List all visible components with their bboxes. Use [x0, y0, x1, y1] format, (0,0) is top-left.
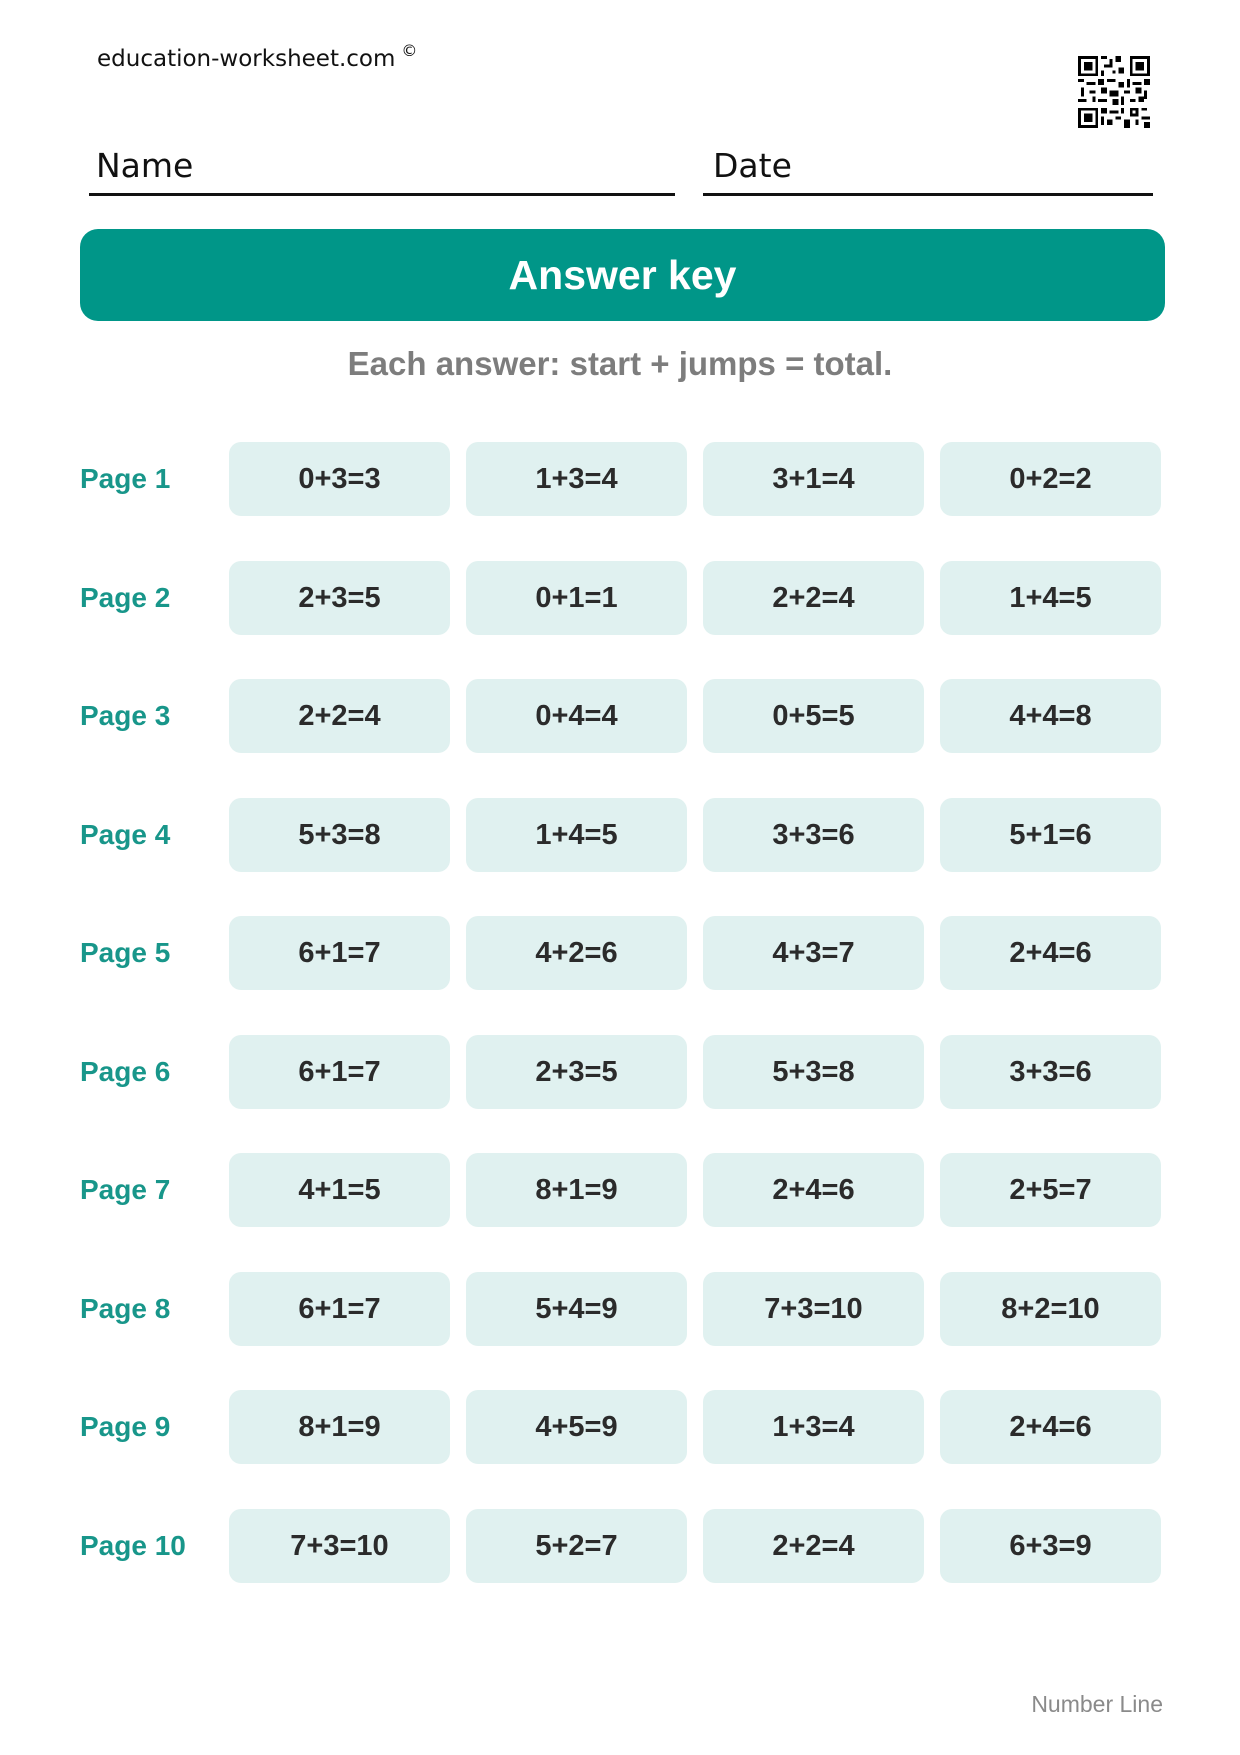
- answer-cell: 2+5=7: [940, 1153, 1161, 1227]
- answer-row: [0, 679, 1240, 753]
- answer-cell: 2+2=4: [703, 1509, 924, 1583]
- answer-row: [0, 916, 1240, 990]
- answer-row: [0, 1035, 1240, 1109]
- answer-cell: 6+1=7: [229, 916, 450, 990]
- answer-cell: 4+4=8: [940, 679, 1161, 753]
- answer-row: [0, 442, 1240, 516]
- page-label: Page 1: [80, 463, 171, 494]
- page-label: Page 10: [80, 1530, 186, 1561]
- answer-cell: 4+5=9: [466, 1390, 687, 1464]
- answer-cell: 5+4=9: [466, 1272, 687, 1346]
- answer-cell: 8+1=9: [229, 1390, 450, 1464]
- answer-cell: 7+3=10: [703, 1272, 924, 1346]
- answer-cell: 6+1=7: [229, 1272, 450, 1346]
- name-label: Name: [96, 146, 194, 185]
- instructions-subtitle: Each answer: start + jumps = total.: [347, 345, 893, 382]
- footer-label: Number Line: [1031, 1691, 1163, 1717]
- answer-cell: 5+3=8: [703, 1035, 924, 1109]
- answer-cell: 1+4=5: [940, 561, 1161, 635]
- date-field[interactable]: [703, 193, 1153, 196]
- answer-row: [0, 1509, 1240, 1583]
- answer-cell: 7+3=10: [229, 1509, 450, 1583]
- date-label: Date: [713, 146, 792, 185]
- answer-cell: 0+5=5: [703, 679, 924, 753]
- answer-cell: 5+1=6: [940, 798, 1161, 872]
- page-label: Page 5: [80, 937, 171, 968]
- answer-row: [0, 1272, 1240, 1346]
- answer-cell: 1+3=4: [466, 442, 687, 516]
- answer-cell: 3+1=4: [703, 442, 924, 516]
- answer-cell: 5+2=7: [466, 1509, 687, 1583]
- page-label: Page 9: [80, 1411, 171, 1442]
- answer-cell: 5+3=8: [229, 798, 450, 872]
- answer-cell: 8+2=10: [940, 1272, 1161, 1346]
- answer-cell: 8+1=9: [466, 1153, 687, 1227]
- answer-cell: 2+2=4: [703, 561, 924, 635]
- answer-row: [0, 798, 1240, 872]
- answer-row: [0, 561, 1240, 635]
- answer-cell: 0+2=2: [940, 442, 1161, 516]
- site-url: education-worksheet.com: [97, 46, 396, 72]
- banner-title: Answer key: [508, 251, 737, 298]
- answer-cell: 4+3=7: [703, 916, 924, 990]
- answer-row: [0, 1153, 1240, 1227]
- answer-cell: 0+1=1: [466, 561, 687, 635]
- answer-cell: 1+4=5: [466, 798, 687, 872]
- answer-cell: 3+3=6: [703, 798, 924, 872]
- answer-cell: 0+3=3: [229, 442, 450, 516]
- answer-cell: 2+2=4: [229, 679, 450, 753]
- answer-cell: 3+3=6: [940, 1035, 1161, 1109]
- answer-cell: 6+1=7: [229, 1035, 450, 1109]
- site-name: [97, 41, 418, 72]
- answer-key-banner: [80, 229, 1165, 321]
- answer-cell: 0+4=4: [466, 679, 687, 753]
- answer-cell: 2+4=6: [940, 1390, 1161, 1464]
- answer-row: [0, 1390, 1240, 1464]
- answer-cell: 1+3=4: [703, 1390, 924, 1464]
- page-label: Page 4: [80, 819, 171, 850]
- page-label: Page 6: [80, 1056, 171, 1087]
- page-label: Page 7: [80, 1174, 171, 1205]
- copyright-symbol: ©: [401, 41, 418, 60]
- answer-cell: 2+3=5: [466, 1035, 687, 1109]
- answer-cell: 2+4=6: [703, 1153, 924, 1227]
- answer-cell: 4+2=6: [466, 916, 687, 990]
- answer-cell: 6+3=9: [940, 1509, 1161, 1583]
- answer-cell: 4+1=5: [229, 1153, 450, 1227]
- page-label: Page 3: [80, 700, 171, 731]
- answer-cell: 2+3=5: [229, 561, 450, 635]
- name-field[interactable]: [89, 193, 675, 196]
- page-label: Page 2: [80, 582, 171, 613]
- answer-cell: 2+4=6: [940, 916, 1161, 990]
- page-label: Page 8: [80, 1293, 171, 1324]
- qr-code-icon: [1078, 56, 1150, 128]
